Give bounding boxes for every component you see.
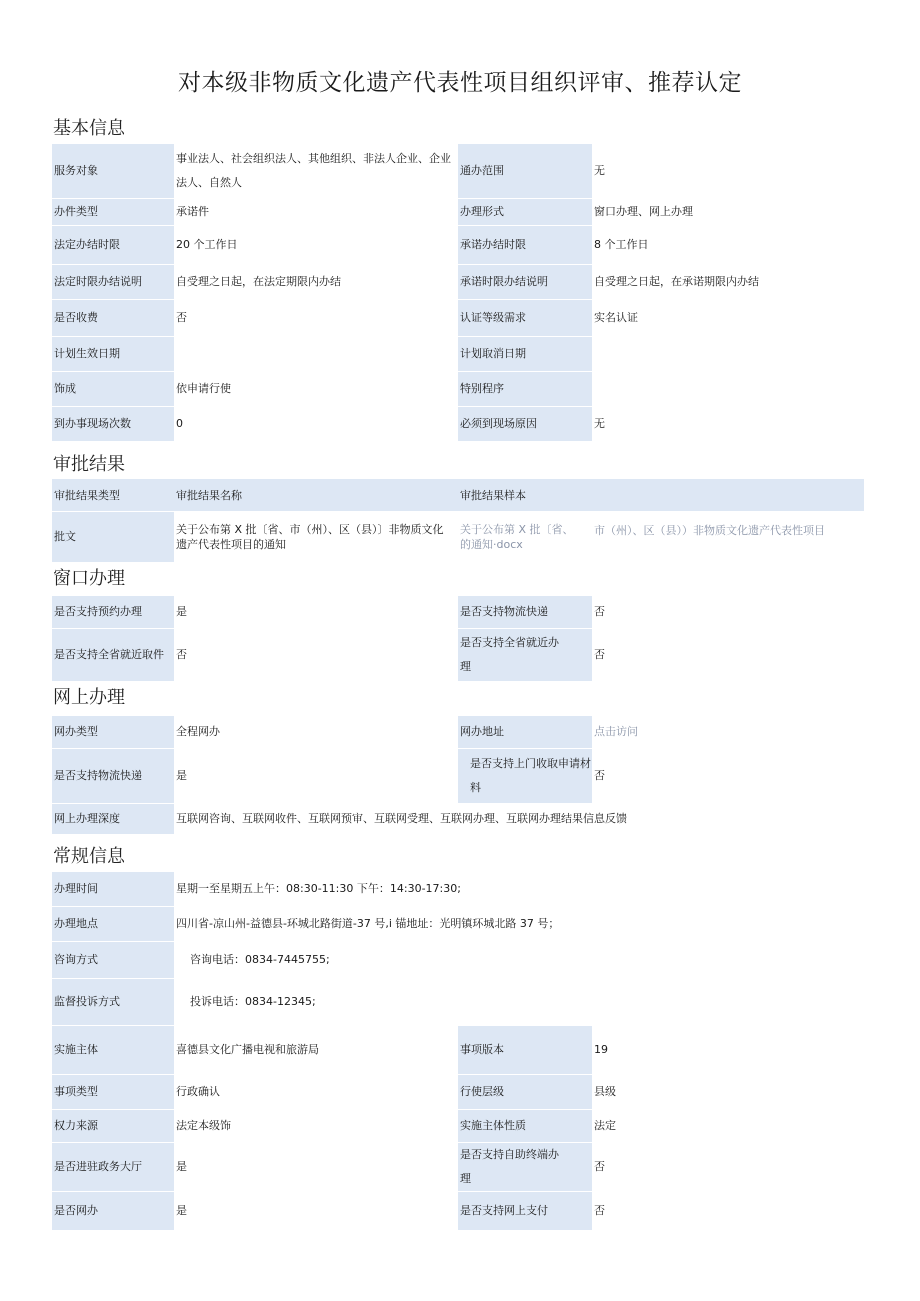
label-online-type: 网办类型: [52, 716, 174, 748]
result-sample-title: 市（州）、区（县））非物质文化遗产代表性项目: [594, 523, 825, 537]
label-self-service: 是否支持自助终端办理: [458, 1143, 592, 1191]
section-title-result: 审批结果: [53, 454, 125, 475]
section-title-window: 窗口办理: [53, 568, 125, 589]
label-exercise: 饰成: [52, 372, 174, 406]
label-online-depth: 网上办理深度: [52, 804, 174, 834]
value-handle-time: 星期一至星期五上午：08:30-11:30 下午：14:30-17:30;: [176, 882, 461, 895]
label-reservation: 是否支持预约办理: [52, 596, 174, 628]
value-item-version: 19: [594, 1043, 608, 1056]
value-case-type: 承诺件: [176, 205, 209, 218]
label-handle-form: 办理形式: [458, 199, 592, 225]
label-consult: 咨询方式: [52, 942, 174, 978]
value-nearby-handle: 否: [594, 648, 605, 661]
value-service-hall: 是: [176, 1160, 187, 1173]
value-level: 县级: [594, 1085, 616, 1098]
value-plan-cancel-date: [592, 337, 864, 371]
value-implementing-body: 喜德县文化广播电视和旅游局: [176, 1043, 319, 1056]
value-fee: 否: [176, 311, 187, 324]
value-online-type: 全程网办: [176, 725, 220, 738]
value-self-service: 否: [594, 1160, 605, 1173]
result-header-type: 审批结果类型: [52, 479, 174, 511]
value-auth-level: 实名认证: [594, 311, 638, 324]
value-handle-place: 四川省-凉山州-益德县-环城北路街道-37 号,i 锚地址：光明镇环城北路 37 号；: [176, 917, 560, 930]
label-level: 行使层级: [458, 1075, 592, 1109]
label-online-handle: 是否网办: [52, 1192, 174, 1230]
value-exercise: 依申请行使: [176, 382, 231, 395]
value-online-logistics: 是: [176, 769, 187, 782]
value-consult: 咨询电话：0834-7445755;: [190, 953, 330, 966]
label-item-type: 事项类型: [52, 1075, 174, 1109]
value-logistics: 否: [594, 605, 605, 618]
result-header-name: 审批结果名称: [174, 479, 458, 511]
label-case-type: 办件类型: [52, 199, 174, 225]
label-scope: 通办范围: [458, 144, 592, 198]
value-service-object: 事业法人、社会组织法人、其他组织、非法人企业、企业法人、自然人: [176, 152, 451, 189]
value-nearby-pickup: 否: [176, 648, 187, 661]
value-door-pickup: 否: [594, 769, 605, 782]
label-service-object: 服务对象: [52, 144, 174, 198]
label-online-address: 网办地址: [458, 716, 592, 748]
value-reservation: 是: [176, 605, 187, 618]
label-legal-limit: 法定办结时限: [52, 226, 174, 264]
label-legal-limit-note: 法定时限办结说明: [52, 265, 174, 299]
result-header-sample: 审批结果样本: [458, 479, 864, 511]
label-promise-limit: 承诺办结时限: [458, 226, 592, 264]
value-body-nature: 法定: [594, 1119, 616, 1132]
value-special-procedure: [592, 372, 864, 406]
value-scope: 无: [594, 164, 605, 177]
label-complaint: 监督投诉方式: [52, 979, 174, 1025]
label-fee: 是否收费: [52, 300, 174, 336]
label-visit-reason: 必须到现场原因: [458, 407, 592, 441]
label-logistics: 是否支持物流快递: [458, 596, 592, 628]
label-body-nature: 实施主体性质: [458, 1110, 592, 1142]
value-power-source: 法定本级饰: [176, 1119, 231, 1132]
label-visit-count: 到办事现场次数: [52, 407, 174, 441]
label-plan-cancel-date: 计划取消日期: [458, 337, 592, 371]
page-title: 对本级非物质文化遗产代表性项目组织评审、推荐认定: [178, 70, 742, 96]
label-nearby-pickup: 是否支持全省就近取件: [52, 629, 174, 681]
value-visit-count: 0: [176, 417, 183, 430]
label-nearby-handle: 是否支持全省就近办理: [458, 629, 592, 681]
value-promise-limit-note: 自受理之日起，在承诺期限内办结: [594, 275, 759, 288]
label-online-payment: 是否支持网上支付: [458, 1192, 592, 1230]
value-complaint: 投诉电话：0834-12345;: [190, 995, 316, 1008]
label-special-procedure: 特别程序: [458, 372, 592, 406]
value-legal-limit-note: 自受理之日起，在法定期限内办结: [176, 275, 341, 288]
label-handle-time: 办理时间: [52, 872, 174, 906]
result-sample-link[interactable]: 关于公布第 X 批〔省、的通知·docx: [460, 523, 574, 551]
result-name: 关于公布第 X 批〔省、市（州）、区（县）〕非物质文化遗产代表性项目的通知: [176, 523, 444, 551]
section-title-basic: 基本信息: [53, 118, 125, 139]
label-auth-level: 认证等级需求: [458, 300, 592, 336]
section-title-online: 网上办理: [53, 687, 125, 708]
label-implementing-body: 实施主体: [52, 1026, 174, 1074]
value-promise-limit: 8 个工作日: [594, 238, 649, 251]
value-plan-effective-date: [174, 337, 458, 371]
value-item-type: 行政确认: [176, 1085, 220, 1098]
value-legal-limit: 20 个工作日: [176, 238, 238, 251]
label-plan-effective-date: 计划生效日期: [52, 337, 174, 371]
label-power-source: 权力来源: [52, 1110, 174, 1142]
result-type: 批文: [52, 512, 174, 562]
value-online-depth: 互联网咨询、互联网收件、互联网预审、互联网受理、互联网办理、互联网办理结果信息反馈: [176, 812, 627, 825]
value-online-handle: 是: [176, 1204, 187, 1217]
section-title-general: 常规信息: [53, 846, 125, 867]
label-door-pickup: 是否支持上门收取申请材料: [458, 749, 592, 803]
online-address-link[interactable]: 点击访问: [594, 725, 638, 738]
label-promise-limit-note: 承诺时限办结说明: [458, 265, 592, 299]
label-service-hall: 是否进驻政务大厅: [52, 1143, 174, 1191]
value-online-payment: 否: [594, 1204, 605, 1217]
label-online-logistics: 是否支持物流快递: [52, 749, 174, 803]
label-handle-place: 办理地点: [52, 907, 174, 941]
value-visit-reason: 无: [594, 417, 605, 430]
label-item-version: 事项版本: [458, 1026, 592, 1074]
value-handle-form: 窗口办理、网上办理: [594, 205, 693, 218]
